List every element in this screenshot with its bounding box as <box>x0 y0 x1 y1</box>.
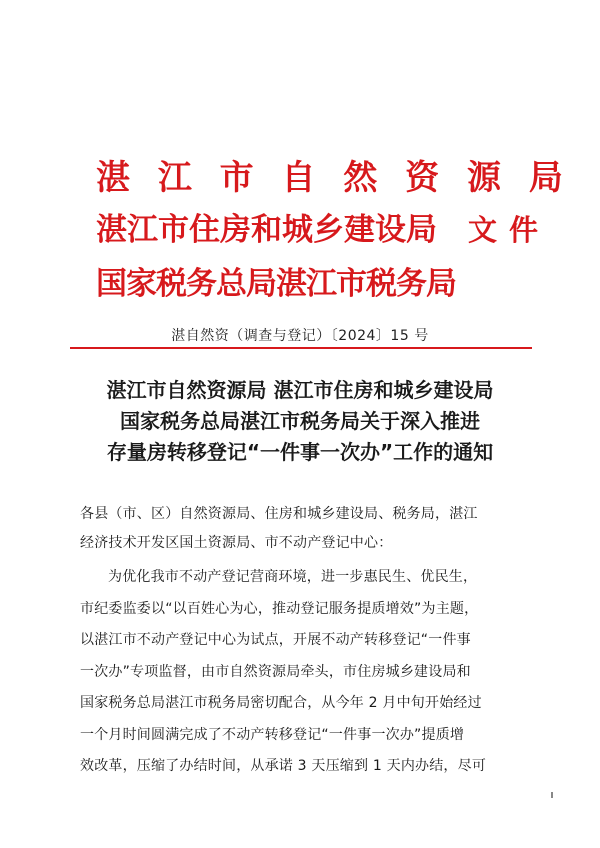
body-paragraph-line: 以湛江市不动产登记中心为试点，开展不动产转移登记“一件事 <box>80 632 471 648</box>
body-paragraph-line: 一次办”专项监督，由市自然资源局牵头，市住房城乡建设局和 <box>80 664 471 680</box>
document-type-label: 文件 <box>468 213 551 247</box>
body-paragraph-line: 市纪委监委以“以百姓心为心，推动登记服务提质增效”为主题， <box>80 601 479 617</box>
scan-artifact-mark <box>551 792 553 798</box>
issuer-tax-bureau: 国家税务总局湛江市税务局 <box>96 266 456 302</box>
notice-title-line-3: 存量房转移登记“一件事一次办”工作的通知 <box>106 440 494 464</box>
issuer-natural-resources: 湛 江 市 自 然 资 源 局 <box>96 158 571 198</box>
addressee-line-2: 经济技术开发区国土资源局、市不动产登记中心： <box>80 535 393 551</box>
body-paragraph-line: 效改革，压缩了办结时间，从承诺 3 天压缩到 1 天内办结，尽可 <box>80 758 487 774</box>
body-paragraph-line: 为优化我市不动产登记营商环境，进一步惠民生、优民生， <box>108 569 478 585</box>
body-paragraph-line: 一个月时间圆满完成了不动产转移登记“一件事一次办”提质增 <box>80 727 465 743</box>
issuer-housing-construction: 湛江市住房和城乡建设局 <box>96 212 437 248</box>
red-divider-line <box>70 347 532 349</box>
document-number: 湛自然资（调查与登记）〔2024〕15 号 <box>171 328 429 344</box>
notice-title-line-2: 国家税务总局湛江市税务局关于深入推进 <box>120 409 480 433</box>
body-paragraph-line: 国家税务总局湛江市税务局密切配合，从今年 2 月中旬开始经过 <box>80 695 482 711</box>
notice-title-line-1: 湛江市自然资源局 湛江市住房和城乡建设局 <box>106 378 494 402</box>
addressee-line-1: 各县（市、区）自然资源局、住房和城乡建设局、税务局，湛江 <box>80 506 478 522</box>
